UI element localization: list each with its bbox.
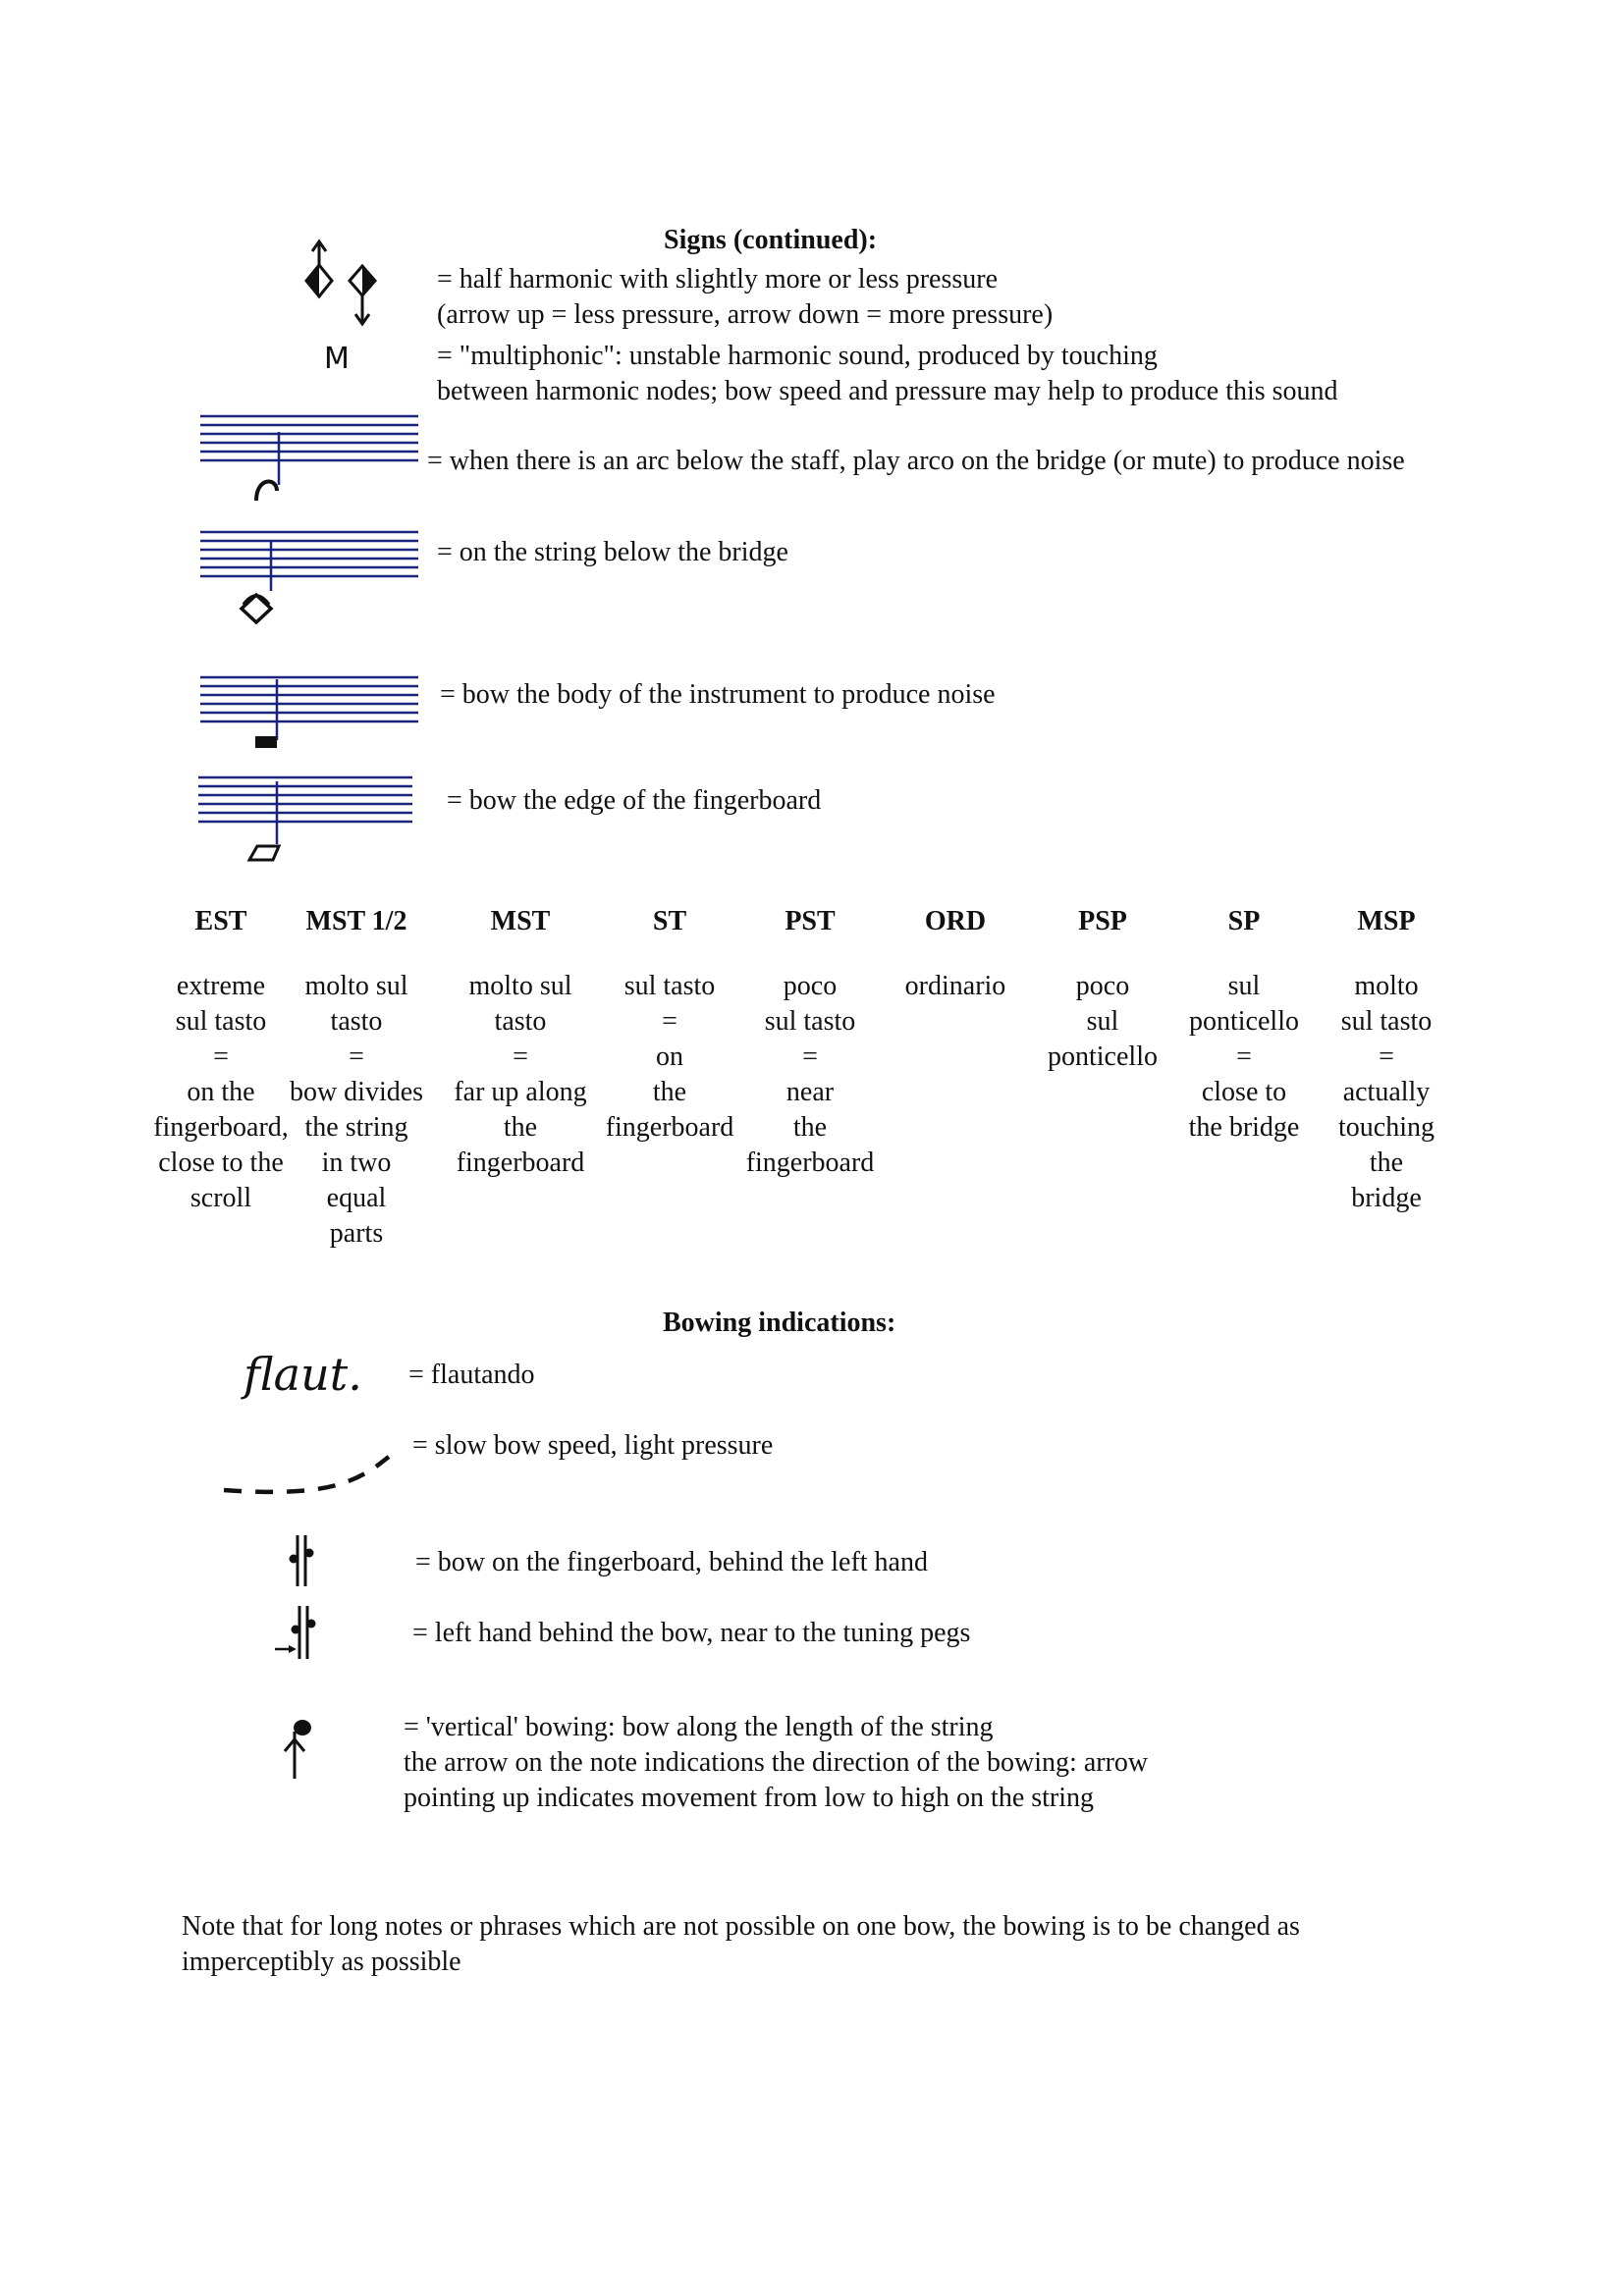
below-bridge-text: = on the string below the bridge [437,537,788,567]
technique-abbr: ORD [924,906,987,936]
technique-desc: sul tasto = on the fingerboard [605,971,734,1143]
staff-bow-body-icon [200,671,420,756]
technique-desc: sul ponticello = close to the bridge [1188,971,1300,1143]
technique-abbr: SP [1227,906,1261,936]
technique-desc: molto sul tasto = bow divides the string in two equal parts [289,971,424,1249]
staff-below-bridge-icon [200,526,420,630]
technique-abbr: MSP [1357,906,1416,936]
technique-desc: poco sul tasto = near the fingerboard [745,971,875,1178]
arc-below-text: = when there is an arc below the staff, play arco on the bridge (or mute) to produce noise [427,446,1405,476]
staff-arc-below-icon [200,410,420,508]
bow-body-text: = bow the body of the instrument to produce noise [440,679,996,710]
edge-fingerboard-text: = bow the edge of the fingerboard [447,785,822,816]
vertical-bowing-text-3: pointing up indicates movement from low to high on the string [404,1783,1095,1813]
vertical-bowing-text-2: the arrow on the note indications the direction of the bowing: arrow [404,1747,1149,1778]
technique-abbr: EST [194,906,247,936]
multiphonic-text-2: between harmonic nodes; bow speed and pressure may help to produce this sound [437,376,1338,406]
technique-desc: extreme sul tasto = on the fingerboard, close to the scroll [153,971,289,1213]
technique-desc: poco sul ponticello [1048,971,1158,1072]
technique-desc: ordinario [904,971,1006,1001]
flautando-icon [236,1333,403,1412]
bowing-title: Bowing indications: [663,1308,896,1338]
technique-abbr: PSP [1078,906,1127,936]
slow-bow-text: = slow bow speed, light pressure [412,1430,774,1461]
technique-abbr: PST [785,906,836,936]
technique-desc: molto sul tasto = far up along the fingerboard [454,971,587,1178]
technique-mst-half [273,904,440,1252]
flautando-symbol-text: flaut. [244,1348,362,1401]
flautando-text: = flautando [408,1360,535,1390]
multiphonic-symbol: M [324,342,350,376]
vertical-bowing-text-1: = 'vertical' bowing: bow along the length of the string [404,1712,994,1742]
signs-title: Signs (continued): [664,225,878,255]
vertical-bowing-icon [277,1712,316,1783]
note-text-1: Note that for long notes or phrases which are not possible on one bow, the bowing is to be changed as [182,1911,1300,1942]
technique-ord [872,904,1039,1004]
half-harmonic-text-2: (arrow up = less pressure, arrow down = more pressure) [437,299,1054,330]
multiphonic-text-1: = "multiphonic": unstable harmonic sound, produced by touching [437,341,1158,371]
bow-on-fingerboard-text: = bow on the fingerboard, behind the left hand [415,1547,928,1577]
technique-abbr: ST [652,906,687,936]
note-text-2: imperceptibly as possible [182,1947,461,1977]
slow-bow-dashed-arc-icon [220,1449,393,1508]
technique-mst [437,904,604,1181]
technique-desc: molto sul tasto = actually touching the bridge [1338,971,1435,1213]
technique-pst [727,904,893,1181]
left-hand-behind-bow-text: = left hand behind the bow, near to the tuning pegs [412,1618,971,1648]
technique-abbr: MST 1/2 [305,906,407,936]
half-harmonic-icon [293,236,391,330]
left-hand-behind-bow-icon [273,1602,318,1663]
bow-on-fingerboard-icon [285,1531,318,1590]
technique-msp [1303,904,1470,1216]
staff-edge-fingerboard-icon [198,772,418,866]
technique-abbr: MST [490,906,551,936]
half-harmonic-text-1: = half harmonic with slightly more or less pressure [437,264,999,294]
